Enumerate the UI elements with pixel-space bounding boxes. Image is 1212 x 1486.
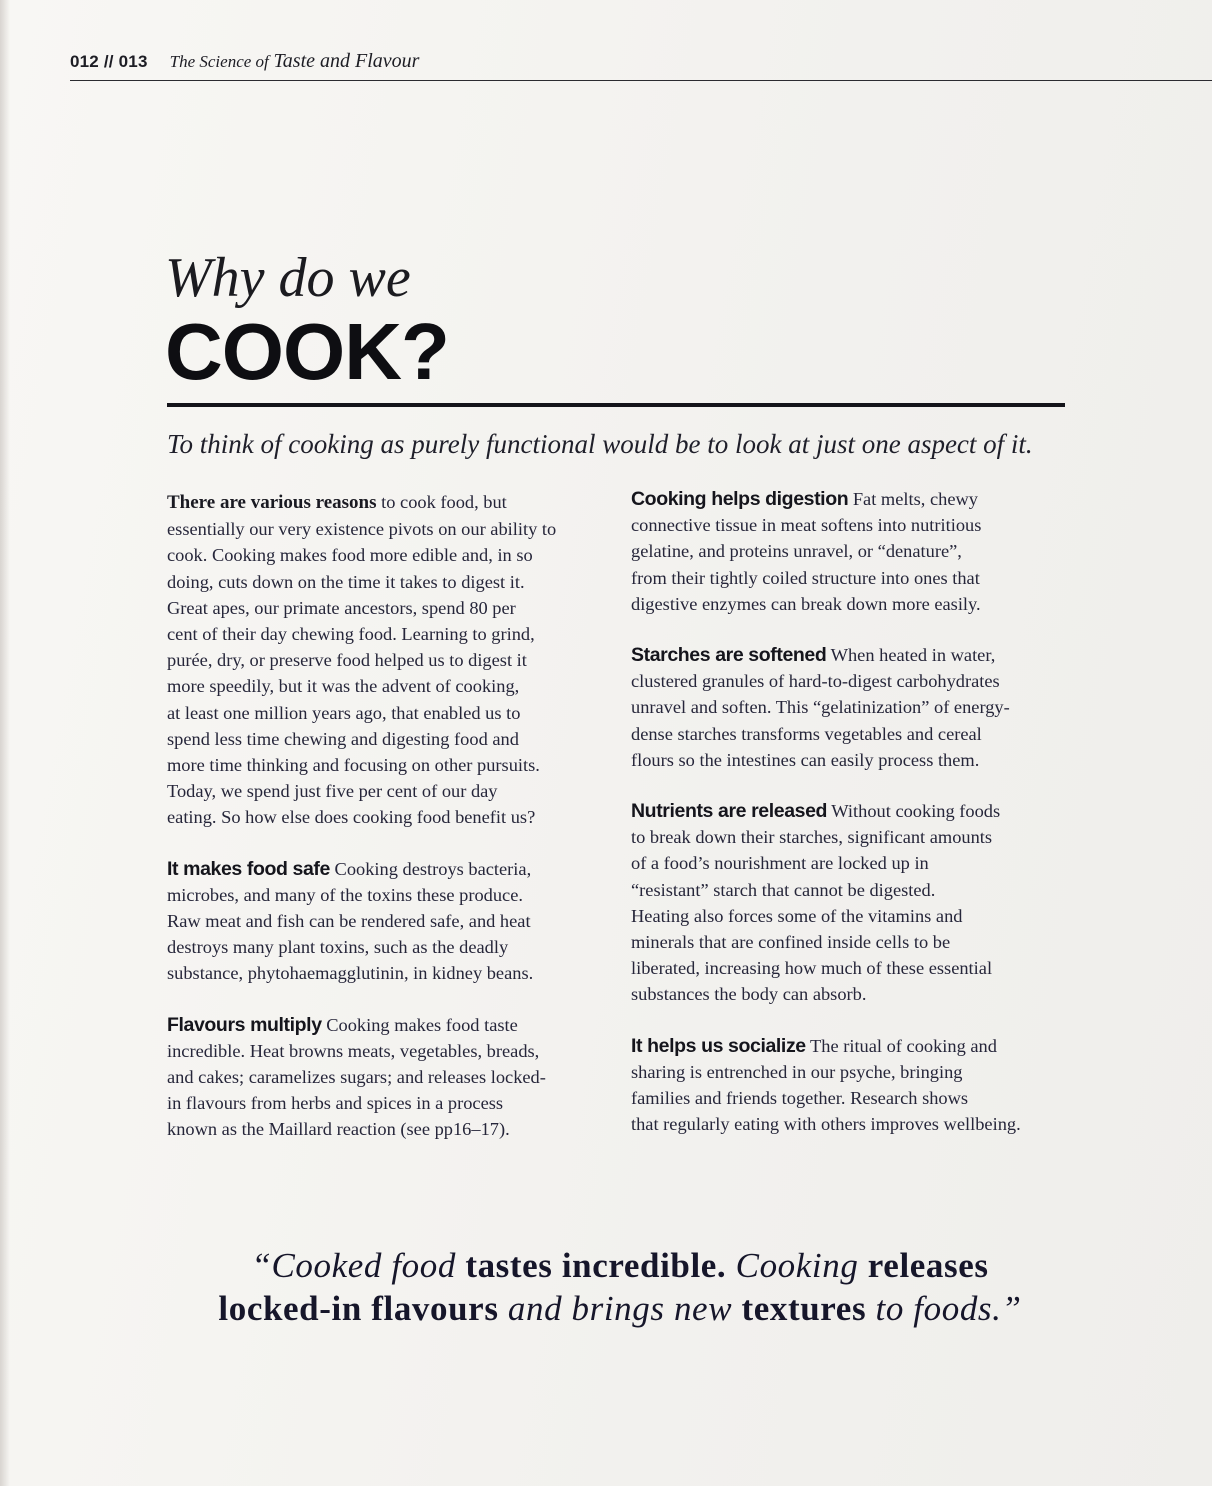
pull-quote — [120, 1244, 1120, 1330]
pull-quote-line-1 — [120, 1244, 1120, 1287]
paragraph-line: more time thinking and focusing on other pursuits. — [167, 755, 540, 776]
paragraph-line — [167, 489, 607, 516]
line-text: Fat melts, chewy — [848, 489, 978, 509]
running-header — [70, 50, 1212, 80]
headline-bold: COOK? — [165, 307, 449, 396]
paragraph-line: known as the Maillard reaction (see pp16–17). — [167, 1119, 510, 1140]
paragraph-line: purée, dry, or preserve food helped us to digest it — [167, 650, 527, 671]
left-column — [167, 489, 607, 1168]
book-title-part1: The Science of — [169, 52, 269, 71]
title-rule — [167, 403, 1065, 407]
digestion-paragraph — [631, 486, 1071, 617]
paragraph-line: at least one million years ago, that enabled us to — [167, 702, 521, 723]
digestion-subhead: Cooking helps digestion — [631, 488, 849, 510]
socialize-subhead: It helps us socialize — [631, 1034, 806, 1057]
paragraph-line: microbes, and many of the toxins these produce. — [167, 884, 523, 905]
line-text: Cooking makes food taste — [321, 1014, 518, 1035]
page-numbers: 012 // 013 — [70, 52, 148, 71]
starches-paragraph — [631, 642, 1071, 773]
flavours-subhead: Flavours multiply — [167, 1013, 322, 1036]
paragraph-line — [631, 486, 1071, 512]
line-text: When heated in water, — [826, 645, 996, 666]
pull-quote-line-2 — [120, 1287, 1120, 1330]
paragraph-line: gelatine, and proteins unravel, or “denature”, — [631, 541, 962, 562]
paragraph-line: liberated, increasing how much of these essential — [631, 958, 993, 979]
pull-quote-bold: tastes incredible. — [455, 1246, 736, 1285]
paragraph-line — [167, 856, 607, 882]
intro-paragraph — [167, 489, 607, 831]
paragraph-line: digestive enzymes can break down more easily. — [631, 593, 981, 614]
food-safe-paragraph — [167, 856, 607, 987]
paragraph-line — [631, 1033, 1071, 1059]
paragraph-line: incredible. Heat browns meats, vegetables, breads, — [167, 1040, 540, 1061]
paragraph-line: to break down their starches, significant amounts — [631, 827, 993, 848]
pull-quote-italic: and brings new — [507, 1289, 733, 1328]
nutrients-paragraph — [631, 798, 1071, 1008]
paragraph-line: sharing is entrenched in our psyche, bringing — [631, 1061, 963, 1082]
paragraph-line: doing, cuts down on the time it takes to digest it. — [167, 571, 525, 592]
nutrients-subhead: Nutrients are released — [631, 800, 828, 823]
paragraph-line: from their tightly coiled structure into ones that — [631, 567, 980, 588]
line-text: Without cooking foods — [827, 801, 1001, 822]
paragraph-line: that regularly eating with others improves wellbeing. — [631, 1114, 1021, 1135]
paragraph-line: flours so the intestines can easily process them. — [631, 749, 980, 770]
paragraph-line: cook. Cooking makes food more edible and, in so — [167, 545, 533, 566]
paragraph-line: substances the body can absorb. — [631, 984, 867, 1005]
right-column — [631, 486, 1071, 1162]
pull-quote-italic: Cooking — [735, 1246, 859, 1285]
pull-quote-bold: releases — [858, 1246, 989, 1285]
paragraph-line: spend less time chewing and digesting food and — [167, 728, 519, 749]
food-safe-subhead: It makes food safe — [167, 857, 330, 880]
paragraph-line: unravel and soften. This “gelatinization” of energy- — [631, 697, 1010, 718]
paragraph-line: “resistant” starch that cannot be digested. — [631, 879, 936, 900]
paragraph-line: cent of their day chewing food. Learning to grind, — [167, 624, 535, 645]
paragraph-line — [631, 642, 1071, 668]
socialize-paragraph — [631, 1033, 1071, 1138]
paragraph-line: minerals that are confined inside cells to be — [631, 932, 951, 953]
intro-lead: There are various reasons — [167, 492, 377, 513]
paragraph-line: dense starches transforms vegetables and cereal — [631, 723, 982, 744]
paragraph-line: Heating also forces some of the vitamins and — [631, 905, 963, 926]
line-text: The ritual of cooking and — [805, 1035, 997, 1056]
book-title — [170, 50, 420, 73]
paragraph-line: families and friends together. Research shows — [631, 1088, 969, 1109]
line-text: Cooking destroys bacteria, — [329, 858, 532, 879]
pull-quote-italic: to foods.” — [875, 1289, 1022, 1328]
standfirst: To think of cooking as purely functional would be to look at just one aspect of it. — [167, 429, 1033, 459]
paragraph-line: essentially our very existence pivots on our ability to — [167, 519, 557, 540]
paragraph-line: Today, we spend just five per cent of our day — [167, 781, 498, 802]
paragraph-line: of a food’s nourishment are locked up in — [631, 853, 929, 874]
paragraph-line: and cakes; caramelizes sugars; and releases locked- — [167, 1067, 546, 1088]
paragraph-line: substance, phytohaemagglutinin, in kidney beans. — [167, 963, 534, 984]
paragraph-line — [167, 1012, 607, 1038]
paragraph-line: in flavours from herbs and spices in a process — [167, 1093, 504, 1114]
paragraph-line: connective tissue in meat softens into nutritious — [631, 515, 982, 536]
paragraph-line: clustered granules of hard-to-digest carbohydrates — [631, 671, 1000, 692]
spine-shadow — [0, 0, 10, 1486]
paragraph-line: eating. So how else does cooking food benefit us? — [167, 807, 536, 828]
book-title-part2: Taste and Flavour — [273, 50, 420, 72]
pull-quote-italic: “Cooked food — [251, 1246, 456, 1285]
paragraph-line: Raw meat and fish can be rendered safe, and heat — [167, 911, 531, 932]
pull-quote-bold: locked-in flavours — [218, 1289, 508, 1328]
flavours-paragraph — [167, 1012, 607, 1143]
paragraph-line: more speedily, but it was the advent of cooking, — [167, 676, 520, 697]
paragraph-line: destroys many plant toxins, such as the deadly — [167, 937, 509, 958]
paragraph-line — [631, 798, 1071, 824]
starches-subhead: Starches are softened — [631, 644, 827, 667]
line-text: to cook food, but — [376, 492, 507, 512]
headline-italic: Why do we — [165, 247, 411, 309]
paragraph-line: Great apes, our primate ancestors, spend 80 per — [167, 597, 516, 618]
pull-quote-bold: textures — [732, 1289, 876, 1328]
header-rule — [70, 80, 1212, 81]
